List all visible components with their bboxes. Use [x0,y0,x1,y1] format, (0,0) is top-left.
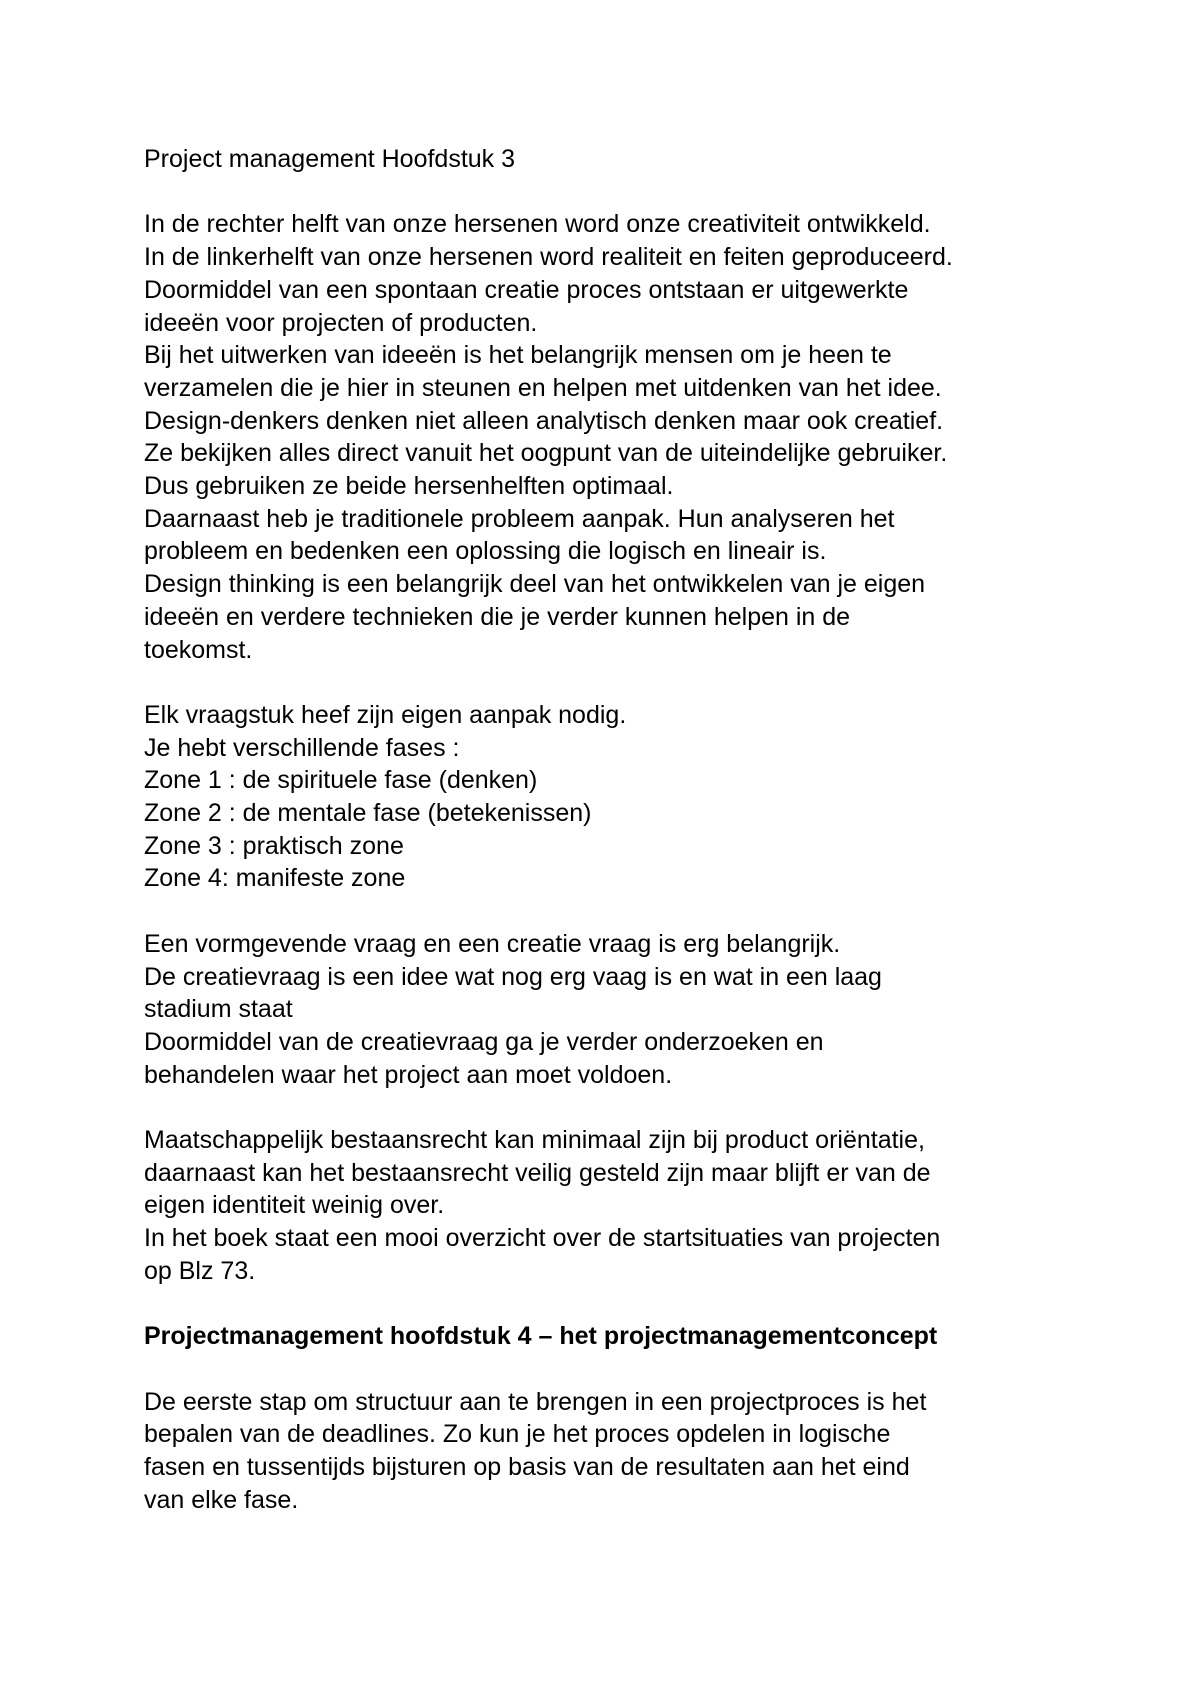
text-line: bepalen van de deadlines. Zo kun je het proces opdelen in logische [144,1420,891,1449]
text-line: probleem en bedenken een oplossing die logisch en lineair is. [144,537,827,566]
text-line: Dus gebruiken ze beide hersenhelften optimaal. [144,472,674,501]
blank-line [144,176,1104,209]
text-line: van elke fase. [144,1485,299,1514]
paragraph-deadlines [144,1386,1104,1517]
text-line: De creatievraag is een idee wat nog erg vaag is en wat in een laag [144,962,882,991]
text-line: Daarnaast heb je traditionele probleem aanpak. Hun analyseren het [144,504,895,533]
text-line: ideeën en verdere technieken die je verder kunnen helpen in de [144,602,851,631]
text-line: Elk vraagstuk heef zijn eigen aanpak nodig. [144,700,627,729]
text-line: In het boek staat een mooi overzicht over de startsituaties van projecten [144,1224,941,1253]
text-line: behandelen waar het project aan moet voldoen. [144,1060,673,1089]
text-line: In de linkerhelft van onze hersenen word realiteit en feiten geproduceerd. [144,243,953,272]
text-line: ideeën voor projecten of producten. [144,308,538,337]
text-line: eigen identiteit weinig over. [144,1191,445,1220]
blank-line [144,1353,1104,1386]
text-line: Doormiddel van een spontaan creatie proces ontstaan er uitgewerkte [144,275,909,304]
zone-line: Zone 3 : praktisch zone [144,831,404,860]
text-line: fasen en tussentijds bijsturen op basis van de resultaten aan het eind [144,1453,910,1482]
document-body [144,143,1104,1516]
text-line: Ze bekijken alles direct vanuit het oogpunt van de uiteindelijke gebruiker. [144,439,948,468]
blank-line [144,895,1104,928]
blank-line [144,1091,1104,1124]
text-line: De eerste stap om structuur aan te brengen in een projectproces is het [144,1387,927,1416]
text-line: In de rechter helft van onze hersenen word onze creativiteit ontwikkeld. [144,210,931,239]
text-line: Design-denkers denken niet alleen analytisch denken maar ook creatief. [144,406,944,435]
text-line: Een vormgevende vraag en een creatie vraag is erg belangrijk. [144,929,841,958]
blank-line [144,1288,1104,1321]
text-line: toekomst. [144,635,253,664]
blank-line [144,666,1104,699]
zone-line: Zone 4: manifeste zone [144,864,406,893]
text-line: Design thinking is een belangrijk deel van het ontwikkelen van je eigen [144,570,926,599]
text-line: Doormiddel van de creatievraag ga je verder onderzoeken en [144,1027,824,1056]
paragraph-social-legitimacy [144,1124,1104,1288]
document-title: Project management Hoofdstuk 3 [144,145,516,173]
text-line: Je hebt verschillende fases : [144,733,460,762]
section-heading: Projectmanagement hoofdstuk 4 – het projectmanagementconcept [144,1322,938,1351]
zone-line: Zone 1 : de spirituele fase (denken) [144,766,538,795]
paragraph-brain-creativity [144,208,1104,666]
text-line: daarnaast kan het bestaansrecht veilig gesteld zijn maar blijft er van de [144,1158,931,1187]
text-line: Maatschappelijk bestaansrecht kan minimaal zijn bij product oriëntatie, [144,1126,925,1155]
zone-line: Zone 2 : de mentale fase (betekenissen) [144,799,592,828]
text-line: verzamelen die je hier in steunen en helpen met uitdenken van het idee. [144,373,942,402]
text-line: stadium staat [144,995,293,1024]
text-line: Bij het uitwerken van ideeën is het belangrijk mensen om je heen te [144,341,892,370]
paragraph-zones [144,699,1104,895]
paragraph-creation-question [144,928,1104,1092]
text-line: op Blz 73. [144,1256,256,1285]
